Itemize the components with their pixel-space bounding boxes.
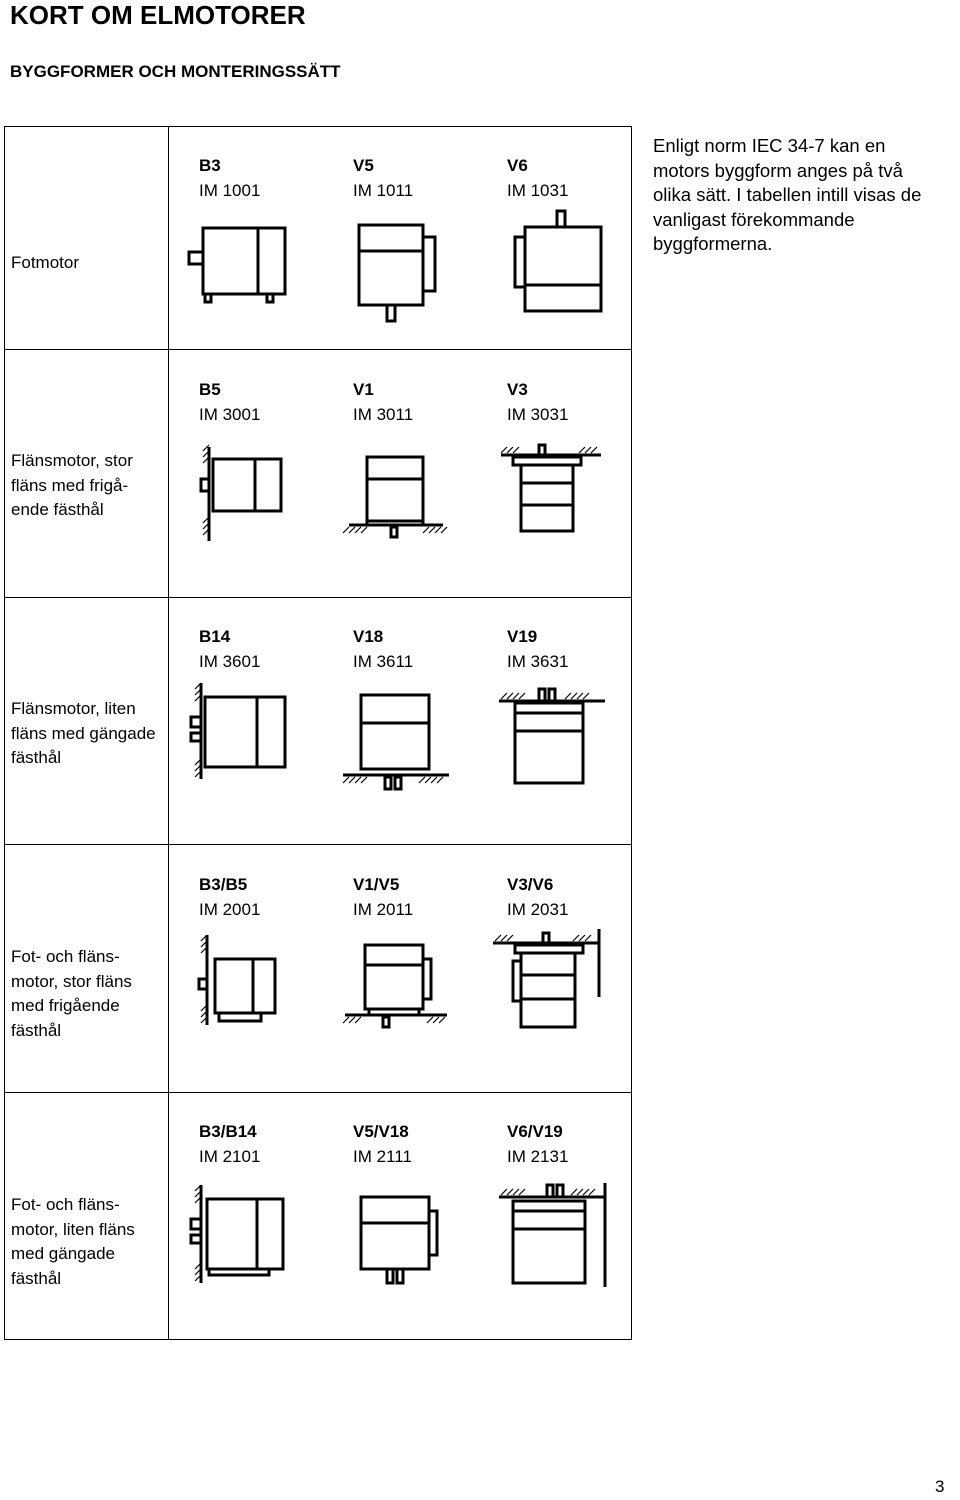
mounting-code: V1 IM 3011 (353, 380, 414, 424)
motor-b3-b5-diagram (191, 933, 291, 1029)
page-title: KORT OM ELMOTORER (10, 0, 306, 30)
motor-b5-diagram (191, 445, 301, 545)
mounting-code: B14 IM 3601 (199, 627, 261, 671)
page-number: 3 (935, 1477, 945, 1496)
mounting-code: B5 IM 3001 (199, 380, 261, 424)
row-label: Fot- och fläns-motor, liten fläns med gängade fästhål (11, 1195, 135, 1288)
motor-v5-diagram (349, 217, 449, 327)
motor-b3-diagram (185, 222, 295, 312)
mounting-code: V19 IM 3631 (507, 627, 569, 671)
motor-v6-v19-diagram (495, 1181, 615, 1289)
row-divider (5, 844, 631, 845)
motor-v5-v18-diagram (343, 1183, 459, 1287)
motor-v19-diagram (495, 683, 611, 787)
row-divider (5, 1092, 631, 1093)
mounting-table (4, 126, 632, 1340)
mounting-code: V6/V19 IM 2131 (507, 1122, 569, 1166)
mounting-code: V5 IM 1011 (353, 156, 414, 200)
mounting-code: V1/V5 IM 2011 (353, 875, 414, 919)
column-divider (168, 127, 169, 1339)
mounting-code: B3 IM 1001 (199, 156, 261, 200)
mounting-code: B3/B5 IM 2001 (199, 875, 261, 919)
row-label: Flänsmotor, stor fläns med frigå-ende fästhål (11, 451, 133, 519)
motor-v1-diagram (339, 449, 459, 541)
motor-b14-diagram (185, 681, 295, 785)
row-label: Fotmotor (11, 253, 80, 272)
page-subtitle: BYGGFORMER OCH MONTERINGSSÄTT (10, 62, 341, 81)
motor-b3-b14-diagram (185, 1183, 295, 1287)
side-note: Enligt norm IEC 34-7 kan en motors byggform anges på två olika sätt. I tabellen intill visas de vanligast förekommande byggformerna. (653, 135, 922, 254)
row-label: Flänsmotor, liten fläns med gängade fästhål (11, 699, 156, 767)
row-label: Fot- och fläns-motor, stor fläns med frigående fästhål (11, 947, 132, 1040)
mounting-code: B3/B14 IM 2101 (199, 1122, 261, 1166)
motor-v3-v6-diagram (489, 927, 609, 1031)
mounting-code: V5/V18 IM 2111 (353, 1122, 412, 1166)
motor-v3-diagram (495, 439, 611, 539)
row-divider (5, 597, 631, 598)
motor-v6-diagram (505, 207, 605, 317)
motor-v18-diagram (339, 689, 459, 793)
row-divider (5, 349, 631, 350)
mounting-code: V6 IM 1031 (507, 156, 569, 200)
mounting-code: V18 IM 3611 (353, 627, 414, 671)
motor-v1-v5-diagram (339, 939, 455, 1035)
mounting-code: V3/V6 IM 2031 (507, 875, 569, 919)
mounting-code: V3 IM 3031 (507, 380, 569, 424)
